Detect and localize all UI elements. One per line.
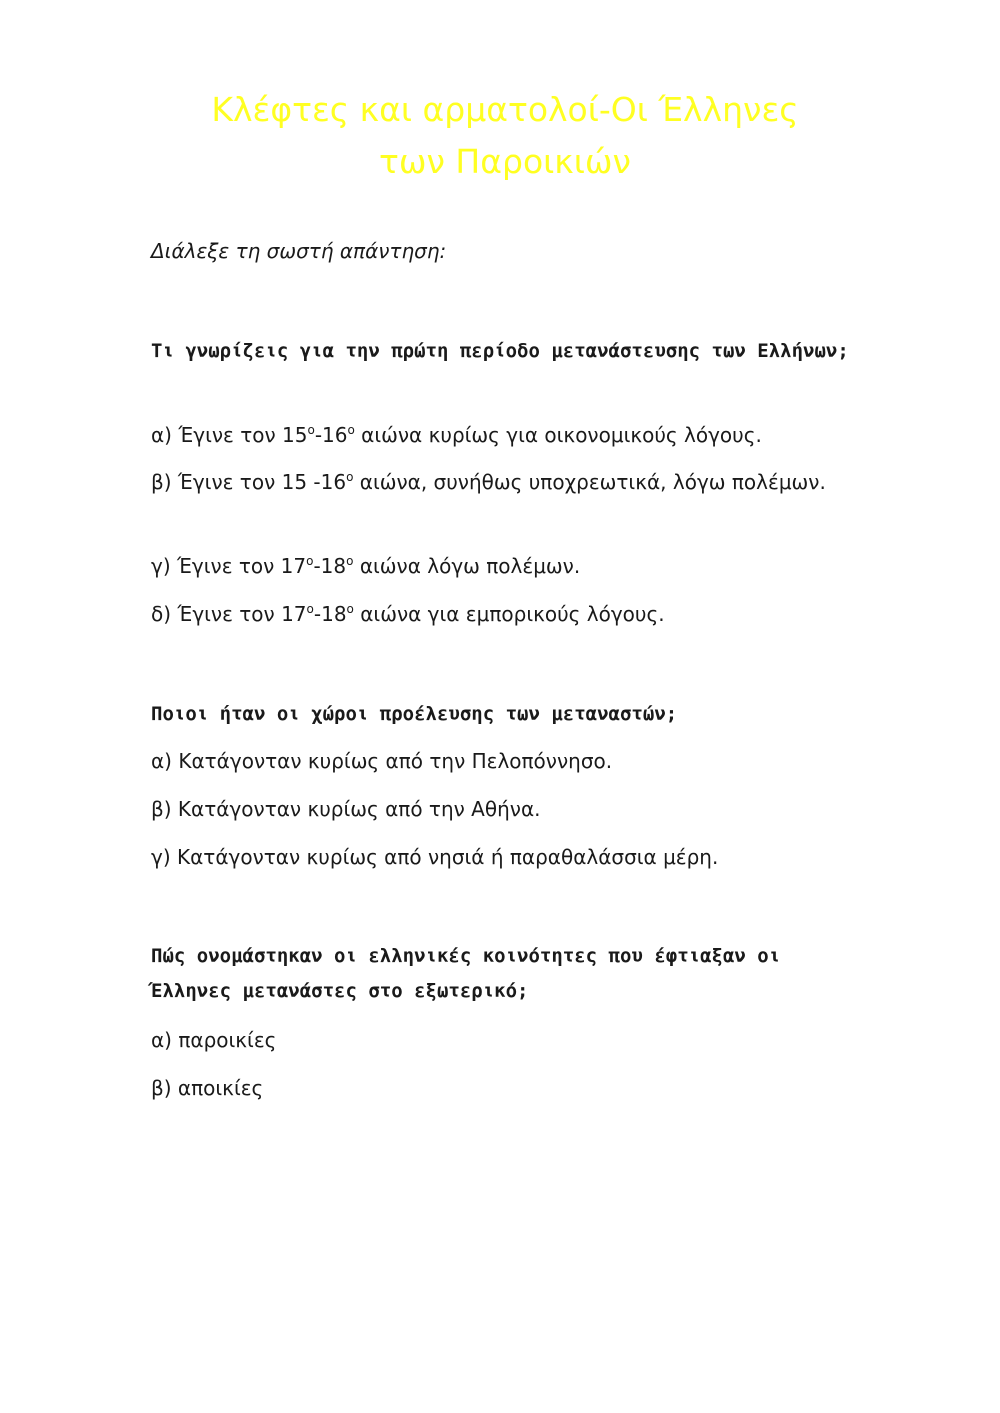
question-1-option-c: γ) Έγινε τον $17^o-18^o$ αιώνα λόγω πολέμων. [151,554,581,578]
instruction-text: Διάλεξε τη σωστή απάντηση: [151,239,447,263]
question-1-option-d: δ) Έγινε τον $17^o-18^o$ αιώνα για εμπορικούς λόγους. [151,602,665,626]
title-line-2: των Παροικιών [379,142,631,181]
question-3: Πώς ονομάστηκαν οι ελληνικές κοινότητες που έφτιαξαν οι Έλληνες μετανάστες στο εξωτερικό; [151,945,781,1002]
question-2-option-a: α) Κατάγονταν κυρίως από την Πελοπόννησο. [151,749,613,773]
question-1-option-b: β) Έγινε τον 15 $-16^o$ αιώνα, συνήθως υποχρεωτικά, λόγω πολέμων. [151,470,826,494]
question-3-option-a: α) παροικίες [151,1028,277,1052]
question-1: Τι γνωρίζεις για την πρώτη περίοδο μετανάστευσης των Ελλήνων; [151,340,849,362]
question-2-option-c: γ) Κατάγονταν κυρίως από νησιά ή παραθαλάσσια μέρη. [151,845,719,869]
question-2-option-b: β) Κατάγονταν κυρίως από την Αθήνα. [151,797,541,821]
worksheet-title [100,84,910,188]
question-3-option-b: β) αποικίες [151,1076,264,1100]
title-line-1: Κλέφτες και αρματολοί-Οι Έλληνες [211,90,799,129]
question-2: Ποιοι ήταν οι χώροι προέλευσης των μεταναστών; [151,703,678,725]
question-1-option-a: α) Έγινε τον $15^o-16^o$ αιώνα κυρίως για οικονομικούς λόγους. [151,423,762,447]
